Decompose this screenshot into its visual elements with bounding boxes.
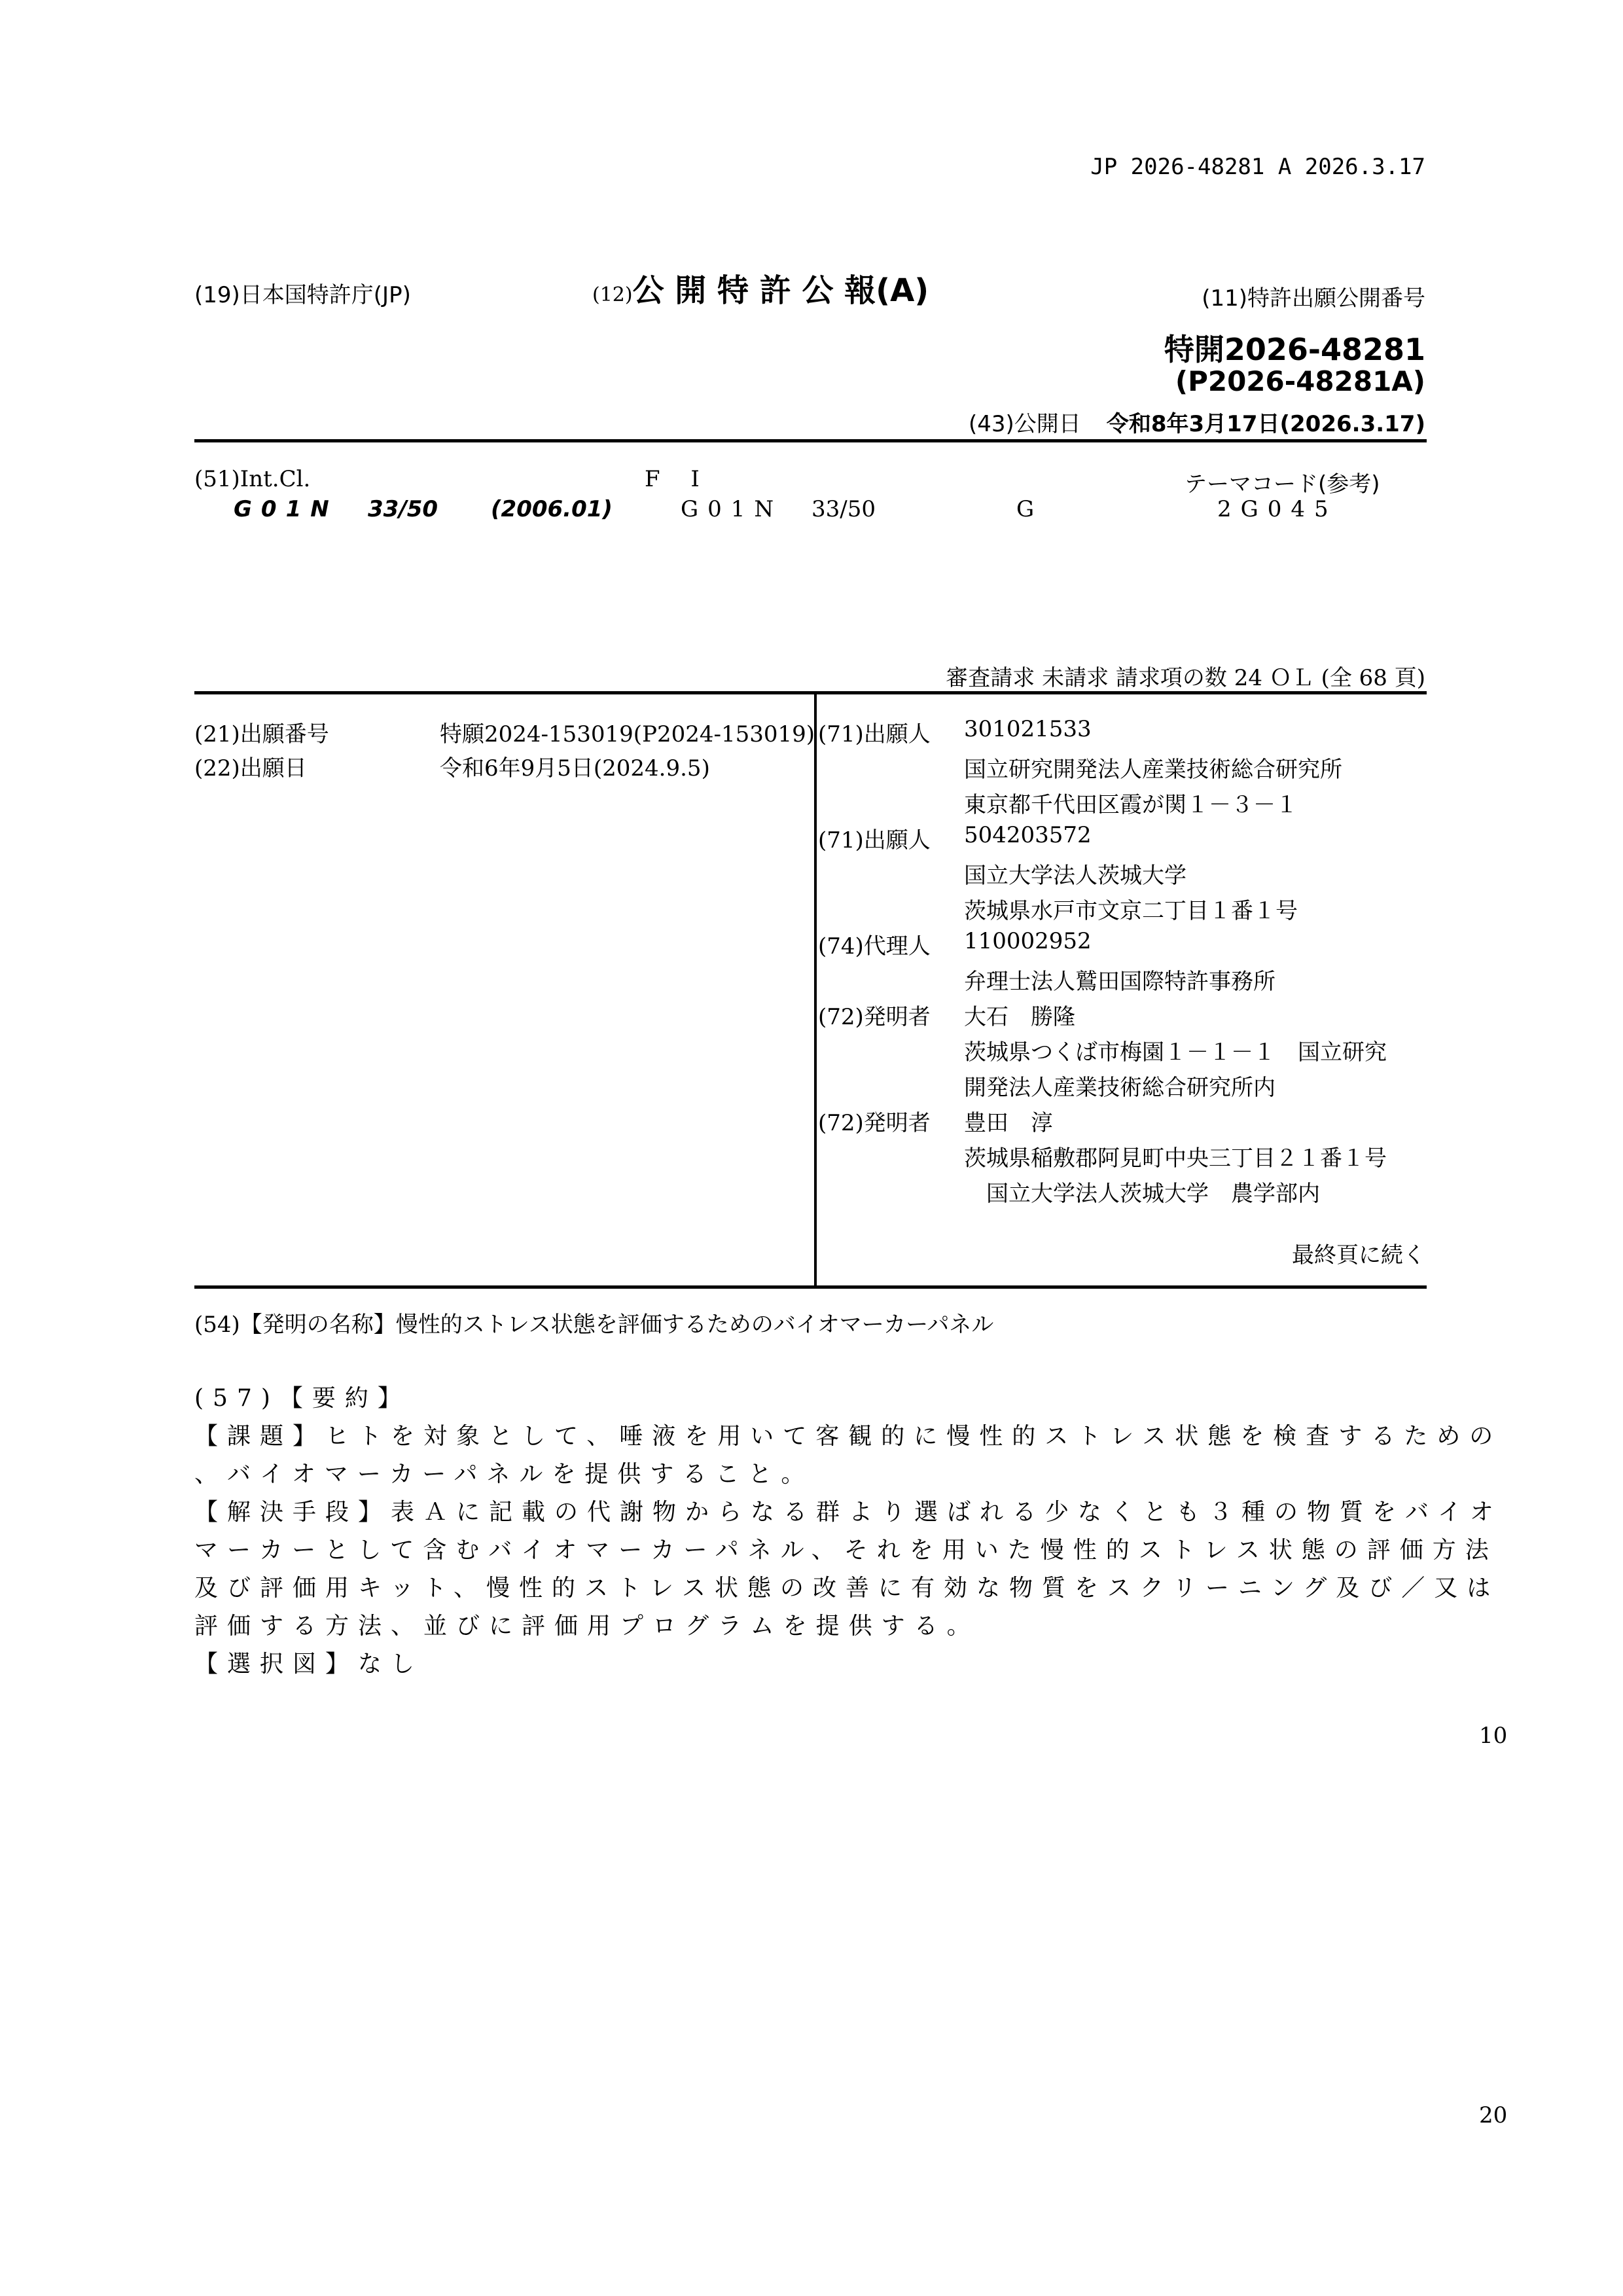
inventor-2-address-line1: 茨城県稲敷郡阿見町中央三丁目２１番１号 — [964, 1145, 1387, 1172]
applicant-2-label: (71)出願人 — [818, 827, 931, 853]
fi-label: F I — [645, 466, 711, 492]
pub-date-label: (43)公開日 — [969, 411, 1081, 437]
office-name: (19)日本国特許庁(JP) — [194, 282, 411, 308]
abstract-heading: (57)【要約】 — [194, 1385, 410, 1412]
agent-label: (74)代理人 — [818, 933, 931, 960]
publication-type-prefix: (12) — [592, 283, 633, 306]
applicant-2-name: 国立大学法人茨城大学 — [964, 863, 1186, 889]
biblio-top-divider — [194, 691, 1427, 694]
header-divider — [194, 439, 1427, 442]
abstract-line: 【課題】ヒトを対象として、唾液を用いて客観的に慢性的ストレス状態を検査するための — [194, 1423, 1503, 1450]
application-number: 特願2024-153019(P2024-153019) — [440, 721, 815, 747]
publication-type — [592, 265, 929, 310]
theme-code-label: テーマコード(参考) — [1185, 471, 1380, 497]
selected-figure: 【選択図】なし — [194, 1651, 424, 1677]
examination-status: 審査請求 未請求 請求項の数 24 ＯＬ (全 68 頁) — [946, 665, 1425, 691]
inventor-2-label: (72)発明者 — [818, 1110, 931, 1136]
inventor-1-name: 大石 勝隆 — [964, 1004, 1075, 1030]
filing-date: 令和6年9月5日(2024.9.5) — [440, 755, 710, 781]
agent-id: 110002952 — [964, 928, 1092, 954]
inventor-2-address-line2: 国立大学法人茨城大学 農学部内 — [964, 1181, 1320, 1207]
publication-number: 特開2026-48281 — [1164, 332, 1425, 367]
abstract-line: 及び評価用キット、慢性的ストレス状態の改善に有効な物質をスクリーニング及び／又は — [194, 1575, 1500, 1602]
intcl-code: G01N — [234, 496, 338, 522]
applicant-2-address: 茨城県水戸市文京二丁目１番１号 — [964, 898, 1298, 924]
abstract-line: マーカーとして含むバイオマーカーパネル、それを用いた慢性的ストレス状態の評価方法 — [194, 1537, 1498, 1564]
intcl-label: (51)Int.Cl. — [194, 466, 311, 492]
fi-suffix: G — [1016, 496, 1035, 522]
intcl-version: (2006.01) — [491, 496, 613, 522]
biblio-column-divider — [814, 694, 817, 1286]
applicant-1-label: (71)出願人 — [818, 721, 931, 747]
applicant-1-id: 301021533 — [964, 716, 1092, 742]
intcl-group: 33/50 — [368, 496, 438, 522]
abstract-line: 【解決手段】表Ａに記載の代謝物からなる群より選ばれる少なくとも３種の物質をバイオ — [194, 1499, 1503, 1526]
fi-code: G01N — [681, 496, 783, 522]
publication-date: 令和8年3月17日(2026.3.17) — [1106, 411, 1425, 437]
biblio-bottom-divider — [194, 1285, 1427, 1289]
application-number-label: (21)出願番号 — [194, 721, 329, 747]
line-number-20: 20 — [1479, 2102, 1508, 2128]
fi-group: 33/50 — [812, 496, 876, 522]
inventor-1-label: (72)発明者 — [818, 1004, 931, 1030]
continued-note: 最終頁に続く — [1292, 1242, 1425, 1268]
inventor-2-name: 豊田 淳 — [964, 1110, 1053, 1136]
inventor-1-address-line2: 開発法人産業技術総合研究所内 — [964, 1075, 1275, 1101]
agent-name: 弁理士法人鷲田国際特許事務所 — [964, 969, 1275, 995]
top-reference: JP 2026-48281 A 2026.3.17 — [1090, 154, 1425, 180]
applicant-1-address: 東京都千代田区霞が関１－３－１ — [964, 792, 1298, 818]
applicant-1-name: 国立研究開発法人産業技術総合研究所 — [964, 757, 1342, 783]
inventor-1-address-line1: 茨城県つくば市梅園１－１－１ 国立研究 — [964, 1039, 1387, 1066]
pub-number-label: (11)特許出願公開番号 — [1202, 285, 1425, 312]
abstract-line: 評価する方法、並びに評価用プログラムを提供する。 — [194, 1613, 980, 1640]
invention-title: (54)【発明の名称】慢性的ストレス状態を評価するためのバイオマーカーパネル — [194, 1312, 994, 1338]
abstract-line: 、バイオマーカーパネルを提供すること。 — [194, 1461, 814, 1488]
publication-type-title: 公 開 特 許 公 報(A) — [632, 272, 929, 309]
applicant-2-id: 504203572 — [964, 822, 1092, 848]
theme-code: 2G045 — [1217, 496, 1338, 522]
line-number-10: 10 — [1479, 1723, 1508, 1749]
publication-number-alt: (P2026-48281A) — [1175, 365, 1425, 397]
filing-date-label: (22)出願日 — [194, 755, 307, 781]
